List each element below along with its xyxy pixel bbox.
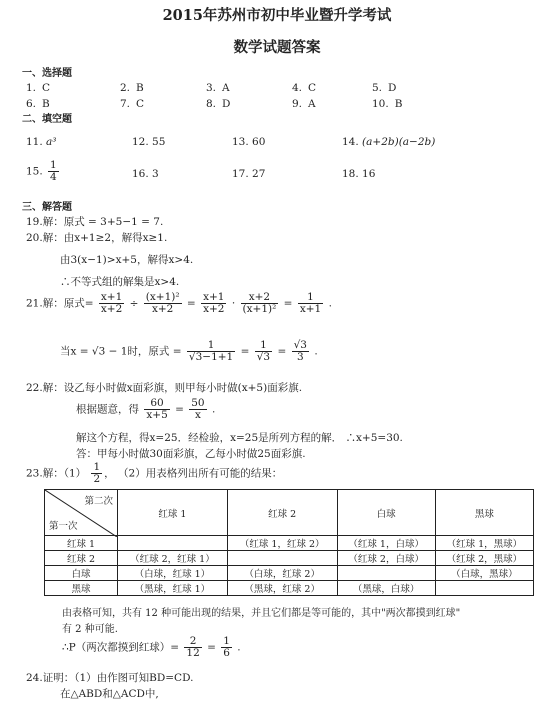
choice-answer-letter: C bbox=[308, 82, 317, 94]
row-header: 白球 bbox=[45, 566, 118, 581]
q20-line2: 由3(x−1)>x+5，解得x>4. bbox=[60, 254, 194, 266]
table-cell bbox=[435, 581, 533, 596]
exam-subtitle: 数学试题答案 bbox=[233, 39, 321, 56]
choice-item bbox=[26, 98, 50, 110]
choice-item bbox=[372, 82, 396, 94]
choice-number: 9. bbox=[292, 98, 303, 110]
q24-line1: 24.证明：（1）由作图可知BD=CD. bbox=[26, 672, 194, 684]
table-cell bbox=[227, 551, 337, 566]
row-header: 红球 1 bbox=[45, 536, 118, 551]
row-header: 红球 2 bbox=[45, 551, 118, 566]
table-row bbox=[45, 536, 534, 551]
table-cell: （黑球，白球） bbox=[337, 581, 435, 596]
table-cell: （白球，红球 2） bbox=[227, 566, 337, 581]
col-header: 黑球 bbox=[435, 490, 533, 536]
q21-line2: 当x = √3 − 1时，原式 = $\frac{1}{√3-1+1}$ = $\frac{1}{√3}$ = $\frac{√3}{3}$ . bbox=[60, 339, 318, 363]
fill-q12: 12. 55 bbox=[132, 136, 166, 148]
choice-item bbox=[26, 82, 50, 94]
q20-line3: ∴不等式组的解集是x>4. bbox=[60, 276, 180, 288]
q24-line2: 在△ABD和△ACD中, bbox=[60, 688, 159, 700]
choice-number: 2. bbox=[120, 82, 131, 94]
choice-answer-letter: D bbox=[388, 82, 397, 94]
exam-title: 2015年苏州市初中毕业暨升学考试 bbox=[162, 7, 392, 24]
choice-answer-letter: D bbox=[222, 98, 231, 110]
choice-item bbox=[206, 82, 230, 94]
choice-answer-letter: C bbox=[136, 98, 145, 110]
choice-number: 5. bbox=[372, 82, 383, 94]
choice-item bbox=[206, 98, 230, 110]
table-cell: （红球 1，黑球） bbox=[435, 536, 533, 551]
outcome-table bbox=[44, 489, 534, 596]
q23-note-line2: 有 2 种可能. bbox=[62, 624, 118, 635]
choice-item bbox=[372, 98, 402, 110]
table-cell: （红球 1，白球） bbox=[337, 536, 435, 551]
q22-line1: 22.解：设乙每小时做x面彩旗，则甲每小时做(x+5)面彩旗. bbox=[26, 382, 303, 394]
q21-line1: 21.解：原式= $\frac{x+1}{x+2}$ ÷ $\frac{\text{(x+1)²}}{x+2}$ = $\frac{x+1}{x+2}$ · $\frac{x+2}{\text{(x+1)²}}$ = $\frac{1}{x+1}$ . bbox=[26, 291, 332, 315]
section-solve: 三、解答题 bbox=[22, 202, 72, 213]
header-first-draw: 第一次 bbox=[49, 521, 78, 532]
choice-number: 3. bbox=[206, 82, 217, 94]
col-header: 白球 bbox=[337, 490, 435, 536]
fill-q15: 15. $\frac{1}{4}$ bbox=[26, 159, 57, 183]
fill-q11: 11. a³ bbox=[26, 136, 57, 148]
fill-q18: 18. 16 bbox=[342, 168, 376, 180]
fill-q13: 13. 60 bbox=[232, 136, 266, 148]
col-header: 红球 1 bbox=[118, 490, 228, 536]
choice-answer-letter: C bbox=[42, 82, 51, 94]
q23-note-line1: 由表格可知，共有 12 种可能出现的结果，并且它们都是等可能的，其中"两次都摸到红球" bbox=[62, 608, 461, 619]
table-cell: （红球 2，红球 1） bbox=[118, 551, 228, 566]
q22-line4: 答：甲每小时做30面彩旗，乙每小时做25面彩旗. bbox=[76, 448, 306, 460]
choice-item bbox=[292, 82, 316, 94]
choice-answer-letter: B bbox=[136, 82, 144, 94]
table-cell: （黑球，红球 2） bbox=[227, 581, 337, 596]
table-cell bbox=[118, 536, 228, 551]
q19-solution: 19.解：原式 = 3+5−1 = 7. bbox=[26, 216, 164, 228]
q22-line3: 解这个方程，得x=25．经检验，x=25是所列方程的解． ∴x+5=30. bbox=[76, 432, 403, 444]
fill-q16: 16. 3 bbox=[132, 168, 159, 180]
choice-item bbox=[292, 98, 316, 110]
choice-item bbox=[120, 82, 144, 94]
choice-answer-letter: A bbox=[222, 82, 230, 94]
choice-answer-letter: B bbox=[394, 98, 403, 110]
row-header: 黑球 bbox=[45, 581, 118, 596]
q23-probability: ∴P（两次都摸到红球）= $\frac{2}{12}$ = $\frac{1}{6}$ . bbox=[62, 635, 241, 659]
choice-number: 1. bbox=[26, 82, 37, 94]
table-cell: （红球 1，红球 2） bbox=[227, 536, 337, 551]
fill-q14: 14. (a+2b)(a−2b) bbox=[342, 136, 436, 148]
choice-number: 6. bbox=[26, 98, 37, 110]
choice-number: 8. bbox=[206, 98, 217, 110]
col-header: 红球 2 bbox=[227, 490, 337, 536]
fill-q17: 17. 27 bbox=[232, 168, 266, 180]
table-cell: （黑球，红球 1） bbox=[118, 581, 228, 596]
q20-line1: 20.解：由x+1≥2，解得x≥1. bbox=[26, 232, 168, 244]
table-corner-cell bbox=[45, 490, 118, 536]
q23-part1: 23.解：（1） $\frac{1}{2}$ ， （2）用表格列出所有可能的结果： bbox=[26, 461, 283, 485]
q22-line2: 根据题意，得 $\frac{60}{x+5}$ = $\frac{50}{x}$ . bbox=[76, 397, 216, 421]
table-cell bbox=[337, 566, 435, 581]
table-cell: （白球，红球 1） bbox=[118, 566, 228, 581]
section-choice: 一、选择题 bbox=[22, 68, 72, 79]
choice-number: 10. bbox=[372, 98, 389, 110]
table-cell: （红球 2，黑球） bbox=[435, 551, 533, 566]
choice-number: 4. bbox=[292, 82, 303, 94]
choice-item bbox=[120, 98, 144, 110]
table-cell: （白球，黑球） bbox=[435, 566, 533, 581]
header-second-draw: 第二次 bbox=[84, 496, 113, 507]
choice-answer-letter: B bbox=[42, 98, 50, 110]
table-row bbox=[45, 566, 534, 581]
table-cell: （红球 2，白球） bbox=[337, 551, 435, 566]
choice-number: 7. bbox=[120, 98, 131, 110]
section-fill: 二、填空题 bbox=[22, 114, 72, 125]
table-row bbox=[45, 551, 534, 566]
table-row bbox=[45, 581, 534, 596]
choice-answer-letter: A bbox=[308, 98, 316, 110]
